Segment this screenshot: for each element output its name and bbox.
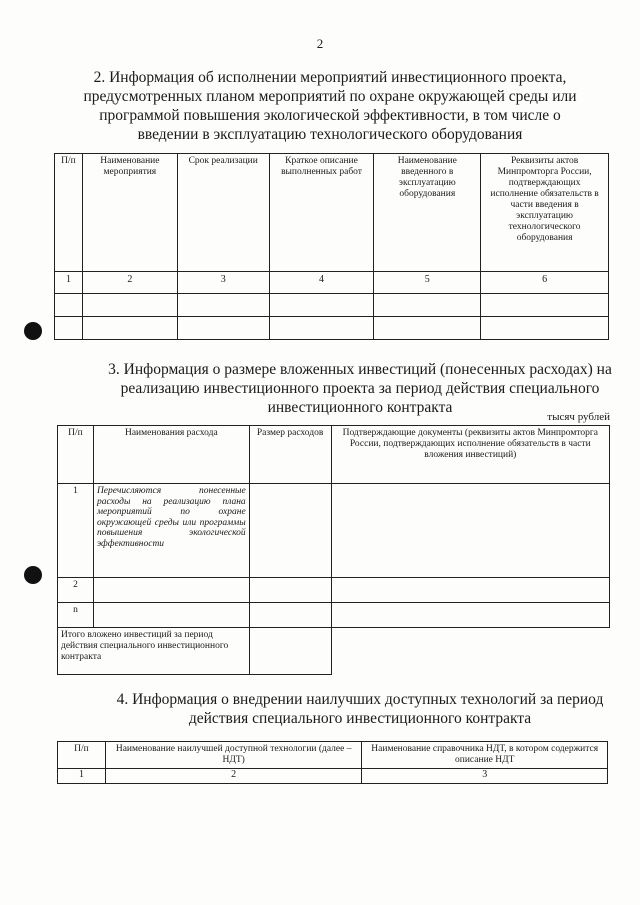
punch-hole-mark	[24, 566, 42, 584]
header-cell: Наименование введенного в эксплуатацию оборудования	[374, 154, 481, 272]
punch-hole-mark	[24, 322, 42, 340]
header-cell: Наименование справочника НДТ, в котором содержится описание НДТ	[362, 742, 608, 769]
page-number: 2	[316, 36, 324, 51]
section2-title-line: программой повышения экологической эффективности, в том числе о	[99, 107, 561, 124]
row-number: 2	[58, 578, 94, 603]
section3-table	[57, 425, 610, 675]
column-number: 4	[269, 272, 374, 294]
section2-title-line: введении в эксплуатацию технологического оборудования	[137, 126, 523, 143]
header-cell: П/п	[58, 426, 94, 484]
column-number: 5	[374, 272, 481, 294]
column-number: 2	[105, 769, 362, 784]
section3-title-line: инвестиционного контракта	[267, 399, 453, 416]
row-number: 1	[58, 484, 94, 578]
total-label: Итого вложено инвестиций за период действия специального инвестиционного контракта	[58, 628, 250, 675]
table-row	[58, 603, 610, 628]
total-row	[58, 628, 610, 675]
expense-name: Перечисляются понесенные расходы на реализацию плана мероприятий по охране окружающей среды или программы повышения экологической эффективности	[93, 484, 249, 578]
header-cell: Наименование наилучшей доступной технологии (далее – НДТ)	[105, 742, 362, 769]
table-number-row	[58, 769, 608, 784]
section2-title-line: предусмотренных планом мероприятий по охране окружающей среды или	[83, 88, 577, 105]
section2-table	[54, 153, 609, 340]
section3-title	[100, 360, 620, 417]
column-number: 3	[362, 769, 608, 784]
column-number: 6	[481, 272, 609, 294]
table-header-row	[55, 154, 609, 272]
section2-title-line: 2. Информация об исполнении мероприятий инвестиционного проекта,	[93, 69, 567, 86]
table-header-row	[58, 742, 608, 769]
column-number: 1	[55, 272, 83, 294]
header-cell: Подтверждающие документы (реквизиты актов Минпромторга России, подтверждающих исполнение обязательств в части вложения инвестиций)	[331, 426, 609, 484]
header-cell: П/п	[58, 742, 106, 769]
table-row	[55, 294, 609, 317]
header-cell: П/п	[55, 154, 83, 272]
section4-title	[100, 690, 620, 728]
table-row	[58, 578, 610, 603]
section3-title-line: 3. Информация о размере вложенных инвестиций (понесенных расходах) на	[108, 361, 612, 378]
header-cell: Наименование мероприятия	[82, 154, 177, 272]
units-label: тысяч рублей	[547, 411, 610, 423]
column-number: 1	[58, 769, 106, 784]
table-number-row	[55, 272, 609, 294]
column-number: 2	[82, 272, 177, 294]
section2-title	[60, 68, 600, 144]
header-cell: Наименования расхода	[93, 426, 249, 484]
header-cell: Краткое описание выполненных работ	[269, 154, 374, 272]
section4-title-line: 4. Информация о внедрении наилучших доступных технологий за период	[116, 691, 604, 708]
section3-title-line: реализацию инвестиционного проекта за период действия специального	[120, 380, 600, 397]
table-row	[58, 484, 610, 578]
header-cell: Срок реализации	[177, 154, 269, 272]
header-cell: Размер расходов	[249, 426, 331, 484]
table-row	[55, 317, 609, 340]
header-cell: Реквизиты актов Минпромторга России, подтверждающих исполнение обязательств в части введения в эксплуатацию технологического оборудования	[481, 154, 609, 272]
column-number: 3	[177, 272, 269, 294]
section4-title-line: действия специального инвестиционного контракта	[188, 710, 532, 727]
section4-table	[57, 741, 608, 784]
table-header-row	[58, 426, 610, 484]
row-number: n	[58, 603, 94, 628]
